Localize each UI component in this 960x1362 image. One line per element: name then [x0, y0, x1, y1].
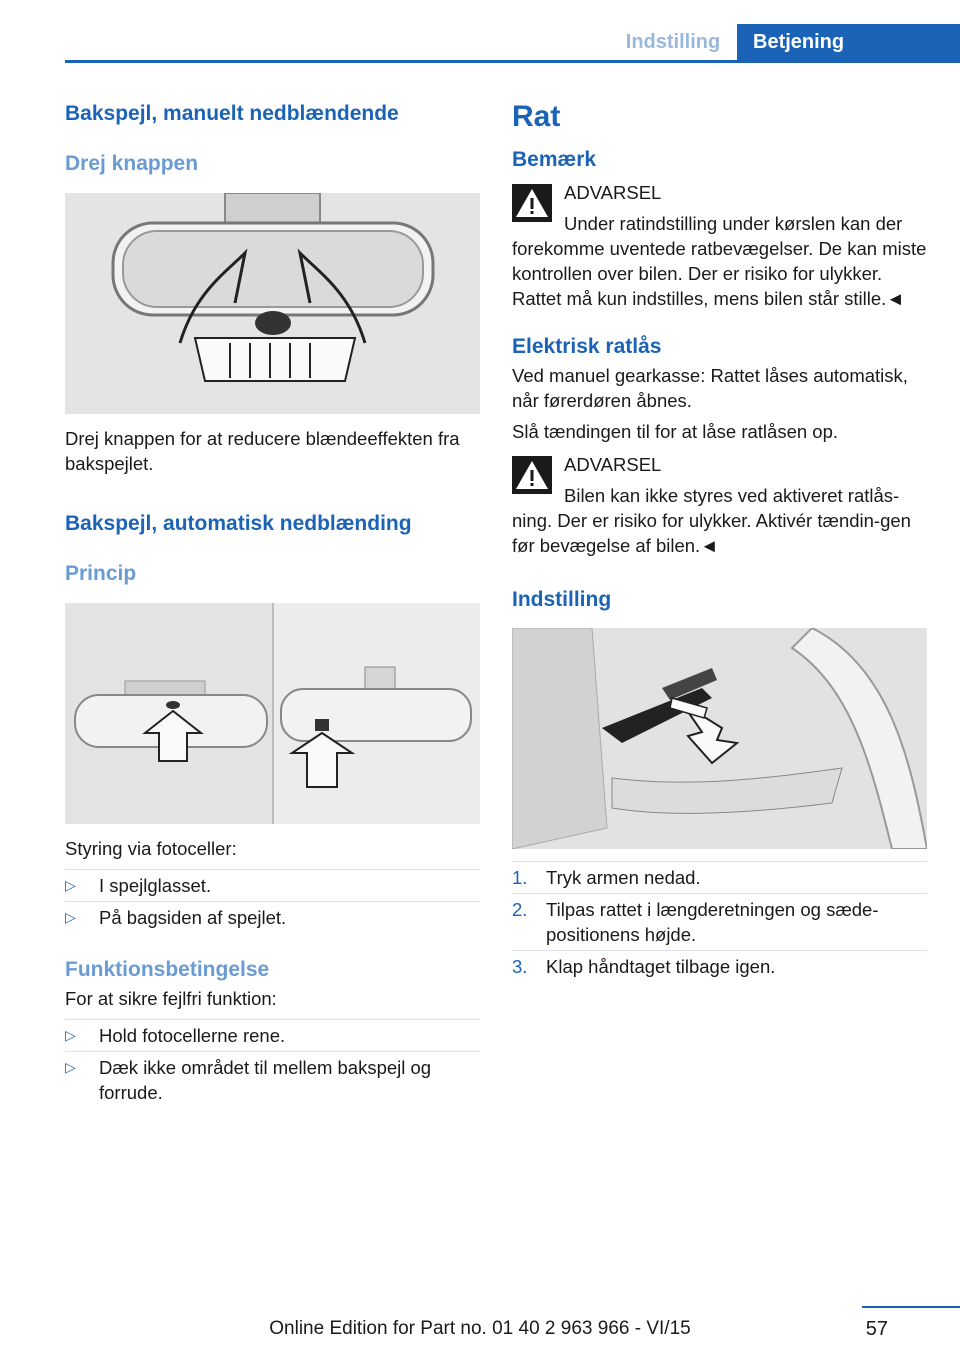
edition-note: Online Edition for Part no. 01 40 2 963 966 - VI/15	[269, 1318, 691, 1339]
step-number: 3.	[512, 956, 528, 977]
step-number: 2.	[512, 899, 528, 920]
list-item: 1. Tryk armen nedad.	[512, 865, 927, 890]
heading-lock: Elektrisk ratlås	[512, 335, 662, 358]
list-item: ▷ Hold fotocellerne rene.	[65, 1023, 480, 1048]
heading-mirror-manual: Bakspejl, manuelt nedblændende	[65, 102, 399, 125]
bullet-triangle-icon: ▷	[65, 1059, 76, 1075]
text-lock-2: Slå tændingen til for at låse ratlåsen op.	[512, 421, 838, 442]
warning-icon	[512, 184, 552, 222]
figure-photocells	[65, 603, 480, 824]
figure-mirror-knob	[65, 193, 480, 414]
warning-icon	[512, 456, 552, 494]
control-list	[65, 873, 480, 930]
text-control: Styring via fotoceller:	[65, 838, 237, 859]
warning-title: ADVARSEL	[564, 182, 662, 203]
warning-text-first-line: Under ratindstilling under kørslen kan der	[564, 213, 903, 234]
list-item: 2. Tilpas rattet i længderetningen og sæde‐positionens højde.	[512, 897, 927, 947]
bullet-triangle-icon: ▷	[65, 909, 76, 925]
list-item: 3. Klap håndtaget tilbage igen.	[512, 954, 927, 979]
figure-steering-lever	[512, 628, 927, 849]
text-lock-1: Ved manuel gearkasse: Rattet låses automatisk, når førerdøren åbnes.	[512, 365, 908, 411]
bullet-triangle-icon: ▷	[65, 877, 76, 893]
warning-block-1	[512, 180, 927, 311]
text-conditions: For at sikre fejlfri funktion:	[65, 988, 277, 1009]
header-tab-indstilling[interactable]: Indstilling	[612, 24, 734, 60]
list-item: ▷ På bagsiden af spejlet.	[65, 905, 480, 930]
heading-mirror-auto: Bakspejl, automatisk nedblænding	[65, 512, 412, 535]
header-tab-betjening[interactable]: Betjening	[737, 24, 960, 60]
header-divider	[65, 60, 960, 63]
heading-turn-knob: Drej knappen	[65, 152, 199, 175]
list-item: ▷ I spejlglasset.	[65, 873, 480, 898]
step-number: 1.	[512, 867, 528, 888]
text-turn-knob: Drej knappen for at reducere blændeeffekten fra bakspejlet.	[65, 428, 460, 474]
steps-list	[512, 865, 927, 979]
heading-conditions: Funktionsbetingelse	[65, 958, 270, 981]
footer-divider	[862, 1306, 960, 1308]
warning-text: forekomme uventede ratbevægelser. De kan miste kontrollen over bilen. Der er risiko for ulykker. Rattet må kun indstilles, mens bilen står stille.◄	[512, 238, 927, 309]
warning-text-first-line: Bilen kan ikke styres ved aktiveret ratlås‐	[564, 485, 900, 506]
warning-block-2	[512, 452, 927, 558]
page-number: 57	[865, 1318, 888, 1340]
right-column	[512, 100, 927, 986]
list-item: ▷ Dæk ikke området til mellem bakspejl og forrude.	[65, 1055, 480, 1105]
heading-adjust: Indstilling	[512, 588, 612, 611]
left-column	[65, 100, 480, 1112]
warning-text: ning. Der er risiko for ulykker. Aktivér tændin‐gen før bevægelse af bilen.◄	[512, 510, 911, 556]
heading-steering: Rat	[512, 100, 561, 133]
warning-title: ADVARSEL	[564, 454, 662, 475]
heading-principle: Princip	[65, 562, 137, 585]
conditions-list	[65, 1023, 480, 1105]
heading-note: Bemærk	[512, 148, 597, 171]
bullet-triangle-icon: ▷	[65, 1027, 76, 1043]
